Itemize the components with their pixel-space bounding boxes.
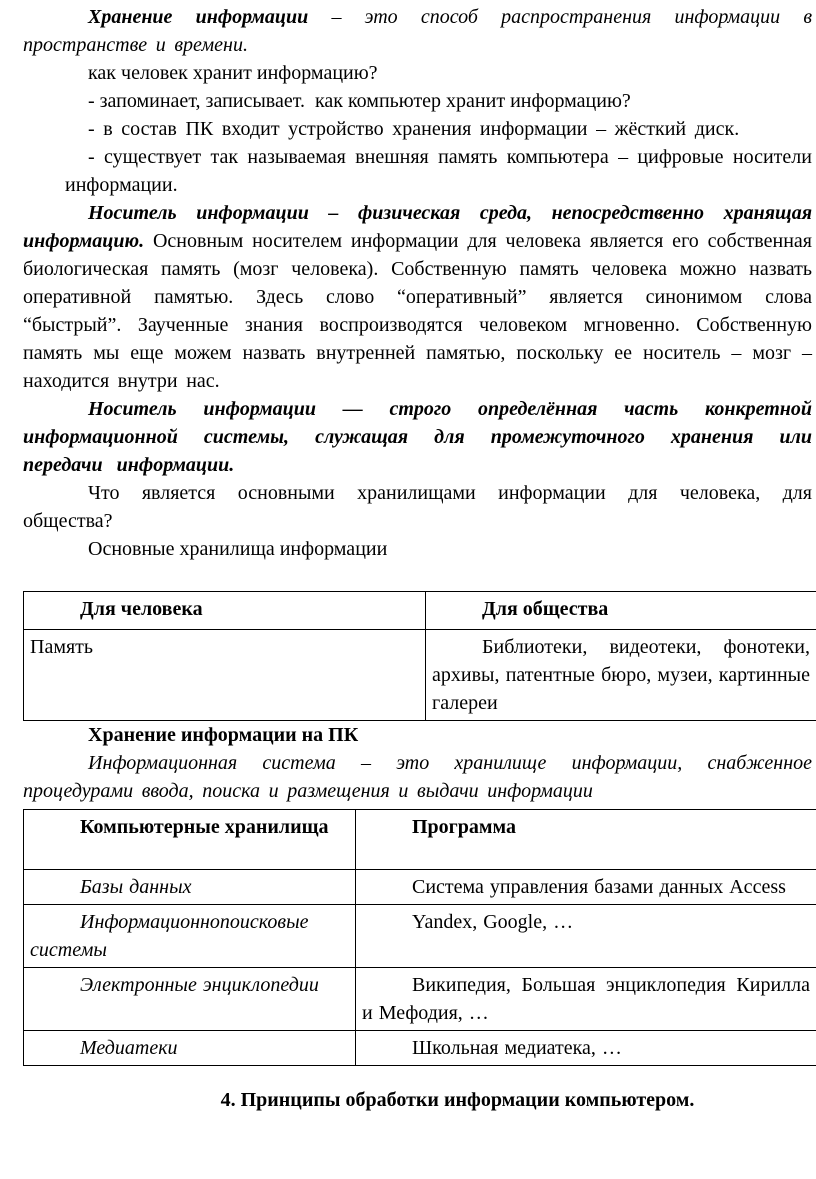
cell-databases-text: Базы данных (80, 876, 192, 898)
heading-storage-on-pc (23, 721, 812, 749)
term-storage: Хранение информации (88, 6, 309, 28)
cell-human-memory (24, 630, 426, 721)
paragraph-bullet-hard-disk: - в состав ПК входит устройство хранения информации – жёсткий диск. (88, 118, 740, 140)
column-header-program: Программа (412, 816, 516, 838)
cell-society-storages-text: Библиотеки, видеотеки, фонотеки, архивы, патентные бюро, музеи, картинные галереи (432, 636, 810, 714)
storage-table (23, 591, 816, 721)
cell-memory-text: Память (30, 636, 94, 658)
pc-table-row-databases (24, 870, 816, 905)
paragraph-main-storages-label: Основные хранилища информации (88, 538, 388, 560)
cell-search-engines (356, 905, 816, 968)
paragraph-question-human-storage: как человек хранит информацию? (88, 62, 378, 84)
column-header-society: Для общества (482, 598, 609, 620)
cell-search-systems (24, 905, 356, 968)
paragraph-carrier-definition (23, 199, 812, 395)
header-cell-program (356, 810, 816, 870)
paragraph-carrier-definition-2 (23, 395, 812, 479)
paragraph-bullet-external-memory: - существует так называемая внешняя память компьютера – цифровые носители информации. (65, 146, 812, 196)
term-carrier: Носитель информации – физическая среда, непосредственно хранящая информацию. (23, 202, 812, 252)
header-cell-computer-storages (24, 810, 356, 870)
storage-table-row (24, 630, 816, 721)
term-storage-definition: – это способ распространения информации в пространстве и времени. (23, 6, 812, 56)
header-cell-for-society (426, 592, 816, 630)
cell-search-engines-text: Yandex, Google, … (412, 911, 574, 933)
column-header-human: Для человека (80, 598, 203, 620)
cell-encyclopedias (24, 968, 356, 1031)
cell-dbms (356, 870, 816, 905)
information-system-definition-text: Информационная система – это хранилище информации, снабженное процедурами ввода, поиска и размещения и выдачи информации (23, 752, 812, 802)
cell-society-storages (426, 630, 816, 721)
paragraph-question-storages: Что является основными хранилищами информации для человека, для общества? (23, 482, 812, 532)
carrier-explanation-text: Основным носителем информации для человека является его собственная биологическая память (мозг человека). Собственную память человека можно назвать оперативной памятью. Здесь слово “оперативный” является синонимом слова “быстрый”. Заученные знания воспроизводятся человеком мгновенно. Собственную память мы еще можем назвать внутренней памятью, поскольку ее носитель – мозг – находится внутри нас. (23, 230, 812, 392)
cell-media-libraries (24, 1031, 356, 1066)
term-carrier-strict: Носитель информации — строго определённая часть конкретной информационной системы, служащая для промежуточного хранения или передачи информации. (23, 398, 812, 476)
column-header-computer-storages: Компьютерные хранилища (80, 816, 329, 838)
header-cell-for-human (24, 592, 426, 630)
heading-storage-on-pc-text: Хранение информации на ПК (88, 724, 359, 746)
paragraph-storage-definition (23, 3, 812, 59)
cell-dbms-text: Система управления базами данных Access (412, 876, 786, 898)
cell-encyclopedia-examples-text: Википедия, Большая энциклопедия Кирилла и Мефодия, … (362, 974, 810, 1024)
cell-media-library-examples (356, 1031, 816, 1066)
pc-storage-table (23, 809, 816, 1066)
paragraph-bullet-remember: - запоминает, записывает. как компьютер хранит информацию? (88, 90, 631, 112)
pc-table-row-encyclopedias (24, 968, 816, 1031)
cell-media-library-examples-text: Школьная медиатека, … (412, 1037, 622, 1059)
pc-table-row-media-libraries (24, 1031, 816, 1066)
cell-encyclopedia-examples (356, 968, 816, 1031)
pc-table-header-row (24, 810, 816, 870)
section-heading-processing: 4. Принципы обработки информации компьютером. (220, 1089, 695, 1111)
cell-media-libraries-text: Медиатеки (80, 1037, 178, 1059)
cell-search-systems-text: Информационнопоисковые системы (30, 911, 309, 961)
storage-table-header-row (24, 592, 816, 630)
pc-table-row-search-systems (24, 905, 816, 968)
cell-encyclopedias-text: Электронные энциклопедии (80, 974, 319, 996)
paragraph-information-system-definition (23, 749, 812, 805)
cell-databases (24, 870, 356, 905)
